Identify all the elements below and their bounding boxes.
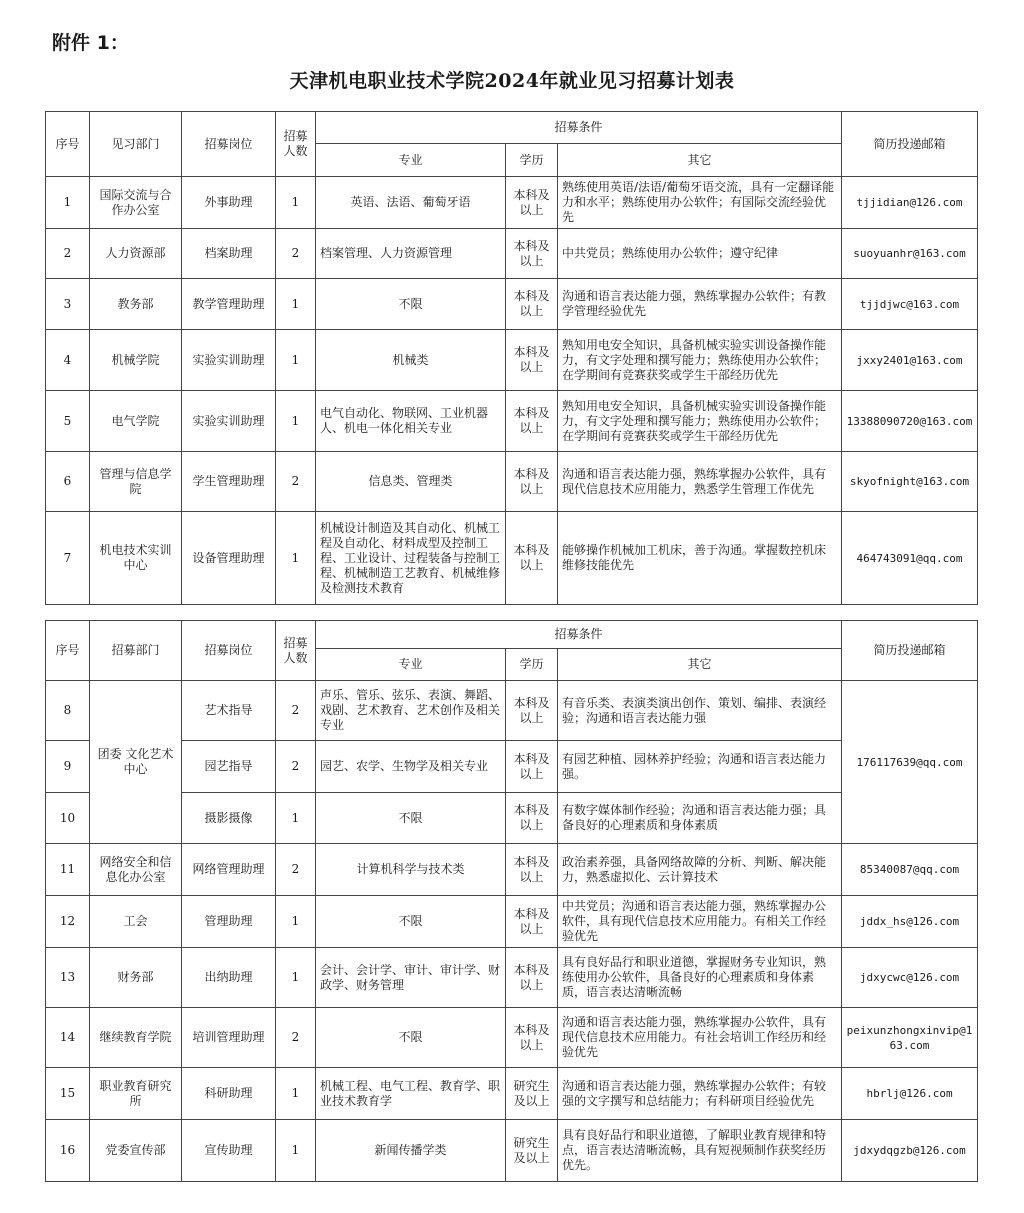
dept-cell: 教务部	[90, 279, 182, 330]
major-cell: 信息类、管理类	[316, 452, 506, 512]
table-row	[46, 229, 978, 279]
major-cell: 英语、法语、葡萄牙语	[316, 177, 506, 229]
other-cell: 政治素养强，具备网络故障的分析、判断、解决能力，熟悉虚拟化、云计算技术	[558, 844, 842, 896]
num-cell: 2	[276, 229, 316, 279]
header-dept: 招募部门	[90, 621, 182, 681]
seq-cell: 10	[46, 793, 90, 844]
table-row	[46, 279, 978, 330]
table-row	[46, 793, 978, 844]
header-other: 其它	[558, 144, 842, 177]
edu-cell: 本科及以上	[506, 896, 558, 948]
post-cell: 网络管理助理	[182, 844, 276, 896]
recruitment-table-1	[45, 111, 978, 605]
num-cell: 1	[276, 177, 316, 229]
header-num: 招募人数	[276, 112, 316, 177]
table-row	[46, 1120, 978, 1182]
email-cell: skyofnight@163.com	[842, 452, 978, 512]
num-cell: 1	[276, 793, 316, 844]
other-cell: 中共党员；沟通和语言表达能力强，熟练掌握办公软件，具有现代信息技术应用能力。有相关工作经验优先	[558, 896, 842, 948]
num-cell: 2	[276, 1008, 316, 1068]
major-cell: 不限	[316, 279, 506, 330]
header-edu: 学历	[506, 649, 558, 681]
dept-cell: 财务部	[90, 948, 182, 1008]
attachment-label: 附件 1：	[52, 32, 129, 54]
seq-cell: 2	[46, 229, 90, 279]
email-cell: 464743091@qq.com	[842, 512, 978, 605]
seq-cell: 15	[46, 1068, 90, 1120]
recruitment-table-2	[45, 620, 978, 1182]
edu-cell: 本科及以上	[506, 391, 558, 452]
email-cell: 85340087@qq.com	[842, 844, 978, 896]
seq-cell: 6	[46, 452, 90, 512]
group-email-cell: 176117639@qq.com	[842, 681, 978, 844]
seq-cell: 4	[46, 330, 90, 391]
email-cell: tjjidian@126.com	[842, 177, 978, 229]
other-cell: 沟通和语言表达能力强，熟练掌握办公软件；有教学管理经验优先	[558, 279, 842, 330]
post-cell: 管理助理	[182, 896, 276, 948]
edu-cell: 研究生及以上	[506, 1068, 558, 1120]
header-seq: 序号	[46, 112, 90, 177]
table-row	[46, 1068, 978, 1120]
table-row	[46, 741, 978, 793]
dept-cell: 人力资源部	[90, 229, 182, 279]
seq-cell: 8	[46, 681, 90, 741]
edu-cell: 本科及以上	[506, 452, 558, 512]
other-cell: 熟知用电安全知识，具备机械实验实训设备操作能力，有文字处理和撰写能力；熟练使用办公软件；在学期间有竞赛获奖或学生干部经历优先	[558, 330, 842, 391]
num-cell: 2	[276, 844, 316, 896]
post-cell: 艺术指导	[182, 681, 276, 741]
other-cell: 有园艺种植、园林养护经验；沟通和语言表达能力强。	[558, 741, 842, 793]
header-conditions: 招募条件	[316, 112, 842, 144]
seq-cell: 12	[46, 896, 90, 948]
other-cell: 具有良好品行和职业道德，了解职业教育规律和特点，语言表达清晰流畅，具有短视频制作获奖经历优先。	[558, 1120, 842, 1182]
edu-cell: 本科及以上	[506, 948, 558, 1008]
major-cell: 不限	[316, 896, 506, 948]
other-cell: 具有良好品行和职业道德，掌握财务专业知识，熟练使用办公软件，具备良好的心理素质和身体素质，语言表达清晰流畅	[558, 948, 842, 1008]
page-title: 天津机电职业技术学院2024年就业见习招募计划表	[289, 70, 735, 92]
other-cell: 有数字媒体制作经验；沟通和语言表达能力强；具备良好的心理素质和身体素质	[558, 793, 842, 844]
num-cell: 1	[276, 948, 316, 1008]
seq-cell: 14	[46, 1008, 90, 1068]
other-cell: 熟知用电安全知识，具备机械实验实训设备操作能力，有文字处理和撰写能力；熟练使用办公软件；在学期间有竞赛获奖或学生干部经历优先	[558, 391, 842, 452]
seq-cell: 11	[46, 844, 90, 896]
group-dept-cell: 团委 文化艺术中心	[90, 681, 182, 844]
num-cell: 1	[276, 330, 316, 391]
email-cell: jdxycwc@126.com	[842, 948, 978, 1008]
major-cell: 机械设计制造及其自动化、机械工程及自动化、材料成型及控制工程、工业设计、过程装备与控制工程、机械制造工艺教育、机械维修及检测技术教育	[316, 512, 506, 605]
header-num: 招募人数	[276, 621, 316, 681]
post-cell: 教学管理助理	[182, 279, 276, 330]
num-cell: 1	[276, 279, 316, 330]
num-cell: 1	[276, 1120, 316, 1182]
dept-cell: 职业教育研究所	[90, 1068, 182, 1120]
seq-cell: 3	[46, 279, 90, 330]
edu-cell: 本科及以上	[506, 279, 558, 330]
other-cell: 沟通和语言表达能力强，熟练掌握办公软件；有较强的文字撰写和总结能力；有科研项目经验优先	[558, 1068, 842, 1120]
header-major: 专业	[316, 649, 506, 681]
num-cell: 1	[276, 896, 316, 948]
other-cell: 中共党员；熟练使用办公软件；遵守纪律	[558, 229, 842, 279]
major-cell: 不限	[316, 1008, 506, 1068]
header-post: 招募岗位	[182, 112, 276, 177]
major-cell: 计算机科学与技术类	[316, 844, 506, 896]
post-cell: 培训管理助理	[182, 1008, 276, 1068]
table-1-body	[46, 177, 978, 605]
header-email: 简历投递邮箱	[842, 621, 978, 681]
email-cell: tjjdjwc@163.com	[842, 279, 978, 330]
table-row	[46, 177, 978, 229]
post-cell: 宣传助理	[182, 1120, 276, 1182]
header-seq: 序号	[46, 621, 90, 681]
email-cell: jddx_hs@126.com	[842, 896, 978, 948]
seq-cell: 1	[46, 177, 90, 229]
seq-cell: 5	[46, 391, 90, 452]
other-cell: 沟通和语言表达能力强，熟练掌握办公软件，具有现代信息技术应用能力。有社会培训工作经历和经验优先	[558, 1008, 842, 1068]
seq-cell: 13	[46, 948, 90, 1008]
post-cell: 设备管理助理	[182, 512, 276, 605]
post-cell: 摄影摄像	[182, 793, 276, 844]
table-row	[46, 948, 978, 1008]
table-row	[46, 896, 978, 948]
edu-cell: 本科及以上	[506, 229, 558, 279]
post-cell: 学生管理助理	[182, 452, 276, 512]
header-major: 专业	[316, 144, 506, 177]
other-cell: 有音乐类、表演类演出创作、策划、编排、表演经验；沟通和语言表达能力强	[558, 681, 842, 741]
major-cell: 机械类	[316, 330, 506, 391]
other-cell: 沟通和语言表达能力强，熟练掌握办公软件，具有现代信息技术应用能力，熟悉学生管理工作优先	[558, 452, 842, 512]
major-cell: 不限	[316, 793, 506, 844]
major-cell: 档案管理、人力资源管理	[316, 229, 506, 279]
table-row	[46, 391, 978, 452]
header-other: 其它	[558, 649, 842, 681]
edu-cell: 本科及以上	[506, 512, 558, 605]
num-cell: 1	[276, 1068, 316, 1120]
dept-cell: 管理与信息学院	[90, 452, 182, 512]
post-cell: 实验实训助理	[182, 330, 276, 391]
table-row	[46, 512, 978, 605]
dept-cell: 机电技术实训中心	[90, 512, 182, 605]
other-cell: 熟练使用英语/法语/葡萄牙语交流，具有一定翻译能力和水平；熟练使用办公软件；有国际交流经验优先	[558, 177, 842, 229]
table-row	[46, 330, 978, 391]
post-cell: 园艺指导	[182, 741, 276, 793]
email-cell: peixunzhongxinvip@163.com	[842, 1008, 978, 1068]
header-post: 招募岗位	[182, 621, 276, 681]
major-cell: 声乐、管乐、弦乐、表演、舞蹈、戏剧、艺术教育、艺术创作及相关专业	[316, 681, 506, 741]
email-cell: 13388090720@163.com	[842, 391, 978, 452]
table-row	[46, 452, 978, 512]
seq-cell: 7	[46, 512, 90, 605]
num-cell: 1	[276, 391, 316, 452]
edu-cell: 本科及以上	[506, 741, 558, 793]
edu-cell: 本科及以上	[506, 330, 558, 391]
dept-cell: 国际交流与合作办公室	[90, 177, 182, 229]
header-conditions: 招募条件	[316, 621, 842, 649]
edu-cell: 本科及以上	[506, 793, 558, 844]
dept-cell: 机械学院	[90, 330, 182, 391]
major-cell: 电气自动化、物联网、工业机器人、机电一体化相关专业	[316, 391, 506, 452]
seq-cell: 16	[46, 1120, 90, 1182]
major-cell: 会计、会计学、审计、审计学、财政学、财务管理	[316, 948, 506, 1008]
major-cell: 新闻传播学类	[316, 1120, 506, 1182]
major-cell: 机械工程、电气工程、教育学、职业技术教育学	[316, 1068, 506, 1120]
table-row	[46, 1008, 978, 1068]
post-cell: 出纳助理	[182, 948, 276, 1008]
dept-cell: 工会	[90, 896, 182, 948]
other-cell: 能够操作机械加工机床，善于沟通。掌握数控机床维修技能优先	[558, 512, 842, 605]
post-cell: 档案助理	[182, 229, 276, 279]
email-cell: hbrlj@126.com	[842, 1068, 978, 1120]
post-cell: 外事助理	[182, 177, 276, 229]
table-2-body	[46, 681, 978, 1182]
edu-cell: 本科及以上	[506, 1008, 558, 1068]
dept-cell: 继续教育学院	[90, 1008, 182, 1068]
email-cell: suoyuanhr@163.com	[842, 229, 978, 279]
major-cell: 园艺、农学、生物学及相关专业	[316, 741, 506, 793]
dept-cell: 电气学院	[90, 391, 182, 452]
header-email: 简历投递邮箱	[842, 112, 978, 177]
header-edu: 学历	[506, 144, 558, 177]
seq-cell: 9	[46, 741, 90, 793]
dept-cell: 党委宣传部	[90, 1120, 182, 1182]
edu-cell: 本科及以上	[506, 681, 558, 741]
table-row	[46, 844, 978, 896]
num-cell: 2	[276, 741, 316, 793]
post-cell: 实验实训助理	[182, 391, 276, 452]
dept-cell: 网络安全和信息化办公室	[90, 844, 182, 896]
post-cell: 科研助理	[182, 1068, 276, 1120]
table-row	[46, 681, 978, 741]
email-cell: jxxy2401@163.com	[842, 330, 978, 391]
edu-cell: 本科及以上	[506, 177, 558, 229]
header-dept: 见习部门	[90, 112, 182, 177]
num-cell: 1	[276, 512, 316, 605]
num-cell: 2	[276, 681, 316, 741]
num-cell: 2	[276, 452, 316, 512]
email-cell: jdxydqgzb@126.com	[842, 1120, 978, 1182]
edu-cell: 本科及以上	[506, 844, 558, 896]
edu-cell: 研究生及以上	[506, 1120, 558, 1182]
